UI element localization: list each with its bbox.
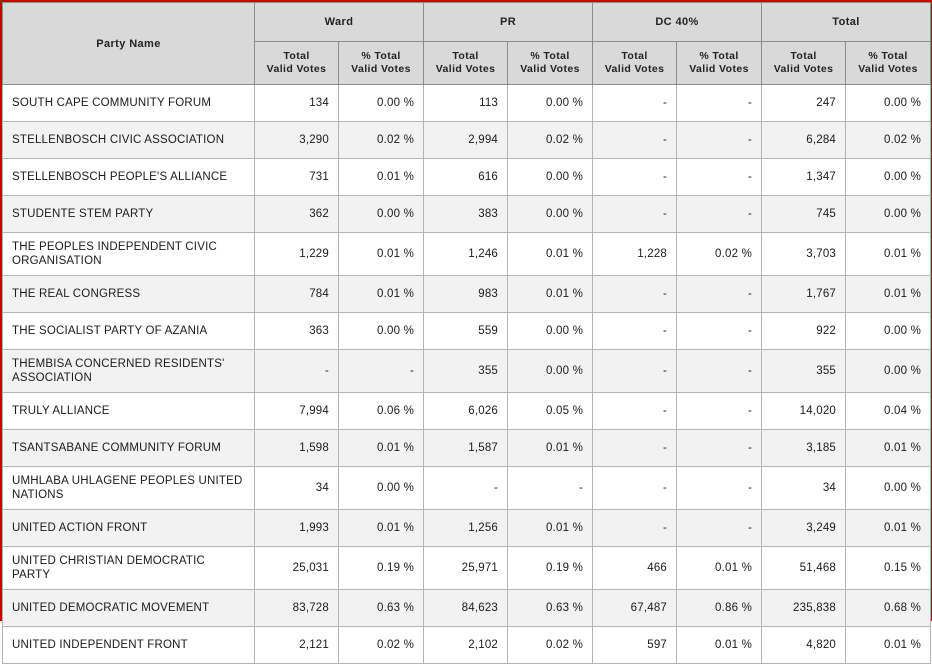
header-group-dc40: DC 40% bbox=[593, 3, 762, 42]
cell-party-name: UNITED INDEPENDENT FRONT bbox=[3, 627, 255, 664]
cell-total-votes: 3,185 bbox=[762, 430, 846, 467]
cell-pr-votes: 2,994 bbox=[424, 122, 508, 159]
cell-party-name: THE PEOPLES INDEPENDENT CIVIC ORGANISATION bbox=[3, 233, 255, 276]
cell-party-name: STUDENTE STEM PARTY bbox=[3, 196, 255, 233]
header-line2: Valid Votes bbox=[773, 63, 834, 75]
cell-total-votes: 34 bbox=[762, 467, 846, 510]
cell-pr-votes: 616 bbox=[424, 159, 508, 196]
cell-pr-votes: 983 bbox=[424, 276, 508, 313]
cell-pr-pct: - bbox=[508, 467, 593, 510]
cell-dc-votes: - bbox=[593, 510, 677, 547]
cell-total-pct: 0.01 % bbox=[846, 627, 931, 664]
cell-dc-pct: - bbox=[677, 467, 762, 510]
cell-dc-pct: - bbox=[677, 350, 762, 393]
cell-ward-votes: 134 bbox=[255, 85, 339, 122]
cell-pr-pct: 0.00 % bbox=[508, 350, 593, 393]
cell-ward-votes: 1,598 bbox=[255, 430, 339, 467]
cell-dc-votes: 1,228 bbox=[593, 233, 677, 276]
header-total-total-valid-votes bbox=[762, 42, 846, 85]
cell-dc-pct: - bbox=[677, 276, 762, 313]
cell-pr-votes: 84,623 bbox=[424, 590, 508, 627]
cell-total-pct: 0.04 % bbox=[846, 393, 931, 430]
header-line2: Valid Votes bbox=[520, 63, 580, 75]
cell-total-pct: 0.01 % bbox=[846, 430, 931, 467]
cell-party-name: STELLENBOSCH CIVIC ASSOCIATION bbox=[3, 122, 255, 159]
cell-pr-votes: 113 bbox=[424, 85, 508, 122]
header-total-pct-valid-votes bbox=[846, 42, 931, 85]
cell-total-pct: 0.00 % bbox=[846, 467, 931, 510]
cell-total-votes: 3,249 bbox=[762, 510, 846, 547]
header-line2: Valid Votes bbox=[604, 63, 665, 75]
header-line1: Total bbox=[621, 50, 648, 62]
header-line1: Total bbox=[790, 50, 817, 62]
cell-total-votes: 235,838 bbox=[762, 590, 846, 627]
cell-ward-votes: 25,031 bbox=[255, 547, 339, 590]
cell-ward-votes: 83,728 bbox=[255, 590, 339, 627]
cell-dc-pct: - bbox=[677, 122, 762, 159]
cell-dc-votes: - bbox=[593, 313, 677, 350]
table-row bbox=[3, 159, 931, 196]
cell-total-pct: 0.00 % bbox=[846, 159, 931, 196]
cell-ward-votes: 784 bbox=[255, 276, 339, 313]
cell-party-name: UMHLABA UHLAGENE PEOPLES UNITED NATIONS bbox=[3, 467, 255, 510]
header-line1: Total bbox=[452, 50, 479, 62]
cell-total-pct: 0.00 % bbox=[846, 350, 931, 393]
cell-pr-votes: 25,971 bbox=[424, 547, 508, 590]
table-row bbox=[3, 85, 931, 122]
table-row bbox=[3, 393, 931, 430]
header-group-ward: Ward bbox=[255, 3, 424, 42]
cell-total-votes: 1,347 bbox=[762, 159, 846, 196]
cell-party-name: STELLENBOSCH PEOPLE'S ALLIANCE bbox=[3, 159, 255, 196]
cell-ward-votes: 3,290 bbox=[255, 122, 339, 159]
cell-pr-votes: 1,587 bbox=[424, 430, 508, 467]
header-line1: % Total bbox=[699, 50, 739, 62]
cell-ward-votes: 7,994 bbox=[255, 393, 339, 430]
header-line2: Valid Votes bbox=[689, 63, 749, 75]
header-party-name: Party Name bbox=[3, 3, 255, 85]
cell-dc-votes: 466 bbox=[593, 547, 677, 590]
cell-total-votes: 247 bbox=[762, 85, 846, 122]
cell-pr-votes: 559 bbox=[424, 313, 508, 350]
cell-party-name: THE SOCIALIST PARTY OF AZANIA bbox=[3, 313, 255, 350]
header-line2: Valid Votes bbox=[435, 63, 496, 75]
cell-dc-votes: - bbox=[593, 196, 677, 233]
cell-ward-pct: 0.00 % bbox=[339, 313, 424, 350]
header-dc40-total-valid-votes bbox=[593, 42, 677, 85]
cell-dc-pct: - bbox=[677, 85, 762, 122]
cell-ward-pct: 0.02 % bbox=[339, 627, 424, 664]
cell-ward-pct: - bbox=[339, 350, 424, 393]
header-line2: Valid Votes bbox=[858, 63, 918, 75]
table-row bbox=[3, 430, 931, 467]
cell-dc-pct: 0.01 % bbox=[677, 627, 762, 664]
header-line1: % Total bbox=[361, 50, 401, 62]
cell-pr-pct: 0.01 % bbox=[508, 510, 593, 547]
cell-ward-pct: 0.01 % bbox=[339, 159, 424, 196]
cell-dc-votes: - bbox=[593, 467, 677, 510]
cell-dc-votes: - bbox=[593, 430, 677, 467]
cell-ward-pct: 0.00 % bbox=[339, 467, 424, 510]
cell-ward-pct: 0.00 % bbox=[339, 85, 424, 122]
cell-pr-pct: 0.00 % bbox=[508, 159, 593, 196]
election-results-table bbox=[2, 2, 931, 664]
table-row bbox=[3, 350, 931, 393]
cell-total-pct: 0.01 % bbox=[846, 510, 931, 547]
header-pr-pct-valid-votes bbox=[508, 42, 593, 85]
cell-party-name: THEMBISA CONCERNED RESIDENTS' ASSOCIATION bbox=[3, 350, 255, 393]
cell-ward-votes: 1,993 bbox=[255, 510, 339, 547]
cell-total-votes: 355 bbox=[762, 350, 846, 393]
cell-party-name: THE REAL CONGRESS bbox=[3, 276, 255, 313]
cell-dc-pct: 0.01 % bbox=[677, 547, 762, 590]
table-row bbox=[3, 547, 931, 590]
cell-pr-votes: 1,256 bbox=[424, 510, 508, 547]
cell-pr-pct: 0.01 % bbox=[508, 233, 593, 276]
header-group-pr: PR bbox=[424, 3, 593, 42]
table-row bbox=[3, 276, 931, 313]
cell-ward-pct: 0.01 % bbox=[339, 510, 424, 547]
cell-dc-votes: 597 bbox=[593, 627, 677, 664]
table-row bbox=[3, 467, 931, 510]
cell-dc-pct: 0.86 % bbox=[677, 590, 762, 627]
header-pr-total-valid-votes bbox=[424, 42, 508, 85]
cell-pr-votes: 383 bbox=[424, 196, 508, 233]
cell-party-name: TRULY ALLIANCE bbox=[3, 393, 255, 430]
cell-ward-votes: 731 bbox=[255, 159, 339, 196]
cell-party-name: TSANTSABANE COMMUNITY FORUM bbox=[3, 430, 255, 467]
cell-ward-votes: 1,229 bbox=[255, 233, 339, 276]
cell-total-pct: 0.01 % bbox=[846, 276, 931, 313]
header-dc40-pct-valid-votes bbox=[677, 42, 762, 85]
cell-dc-pct: - bbox=[677, 313, 762, 350]
cell-total-pct: 0.01 % bbox=[846, 233, 931, 276]
header-ward-total-valid-votes bbox=[255, 42, 339, 85]
header-line1: Total bbox=[283, 50, 310, 62]
cell-party-name: UNITED CHRISTIAN DEMOCRATIC PARTY bbox=[3, 547, 255, 590]
cell-party-name: SOUTH CAPE COMMUNITY FORUM bbox=[3, 85, 255, 122]
cell-ward-pct: 0.01 % bbox=[339, 430, 424, 467]
cell-pr-votes: - bbox=[424, 467, 508, 510]
cell-total-pct: 0.00 % bbox=[846, 313, 931, 350]
cell-dc-pct: - bbox=[677, 393, 762, 430]
table-row bbox=[3, 196, 931, 233]
header-line2: Valid Votes bbox=[351, 63, 411, 75]
cell-dc-pct: - bbox=[677, 196, 762, 233]
header-line1: % Total bbox=[868, 50, 908, 62]
cell-ward-pct: 0.06 % bbox=[339, 393, 424, 430]
cell-ward-pct: 0.01 % bbox=[339, 233, 424, 276]
cell-total-pct: 0.68 % bbox=[846, 590, 931, 627]
cell-dc-votes: 67,487 bbox=[593, 590, 677, 627]
cell-total-votes: 6,284 bbox=[762, 122, 846, 159]
cell-total-votes: 745 bbox=[762, 196, 846, 233]
cell-total-votes: 3,703 bbox=[762, 233, 846, 276]
cell-pr-pct: 0.01 % bbox=[508, 430, 593, 467]
cell-dc-votes: - bbox=[593, 122, 677, 159]
cell-ward-pct: 0.63 % bbox=[339, 590, 424, 627]
cell-pr-pct: 0.02 % bbox=[508, 627, 593, 664]
cell-total-pct: 0.00 % bbox=[846, 85, 931, 122]
header-ward-pct-valid-votes bbox=[339, 42, 424, 85]
cell-party-name: UNITED ACTION FRONT bbox=[3, 510, 255, 547]
cell-pr-pct: 0.00 % bbox=[508, 313, 593, 350]
cell-ward-votes: 2,121 bbox=[255, 627, 339, 664]
table-row bbox=[3, 313, 931, 350]
cell-party-name: UNITED DEMOCRATIC MOVEMENT bbox=[3, 590, 255, 627]
cell-ward-votes: - bbox=[255, 350, 339, 393]
cell-ward-pct: 0.02 % bbox=[339, 122, 424, 159]
cell-pr-votes: 2,102 bbox=[424, 627, 508, 664]
cell-dc-pct: 0.02 % bbox=[677, 233, 762, 276]
cell-dc-votes: - bbox=[593, 393, 677, 430]
table-row bbox=[3, 122, 931, 159]
cell-pr-votes: 355 bbox=[424, 350, 508, 393]
cell-dc-votes: - bbox=[593, 85, 677, 122]
cell-ward-pct: 0.00 % bbox=[339, 196, 424, 233]
cell-pr-pct: 0.01 % bbox=[508, 276, 593, 313]
header-group-row bbox=[3, 3, 931, 42]
cell-dc-pct: - bbox=[677, 159, 762, 196]
cell-ward-votes: 362 bbox=[255, 196, 339, 233]
header-group-total: Total bbox=[762, 3, 931, 42]
cell-ward-votes: 34 bbox=[255, 467, 339, 510]
cell-pr-pct: 0.63 % bbox=[508, 590, 593, 627]
cell-dc-pct: - bbox=[677, 430, 762, 467]
cell-dc-votes: - bbox=[593, 159, 677, 196]
cell-total-votes: 51,468 bbox=[762, 547, 846, 590]
cell-ward-pct: 0.01 % bbox=[339, 276, 424, 313]
table-row bbox=[3, 233, 931, 276]
cell-ward-votes: 363 bbox=[255, 313, 339, 350]
cell-total-votes: 922 bbox=[762, 313, 846, 350]
cell-pr-pct: 0.19 % bbox=[508, 547, 593, 590]
table-row bbox=[3, 590, 931, 627]
cell-ward-pct: 0.19 % bbox=[339, 547, 424, 590]
cell-dc-votes: - bbox=[593, 350, 677, 393]
table-row bbox=[3, 627, 931, 664]
cell-pr-votes: 1,246 bbox=[424, 233, 508, 276]
cell-dc-pct: - bbox=[677, 510, 762, 547]
cell-pr-pct: 0.00 % bbox=[508, 85, 593, 122]
table-header bbox=[3, 3, 931, 85]
cell-total-votes: 14,020 bbox=[762, 393, 846, 430]
cell-pr-pct: 0.05 % bbox=[508, 393, 593, 430]
cell-total-pct: 0.15 % bbox=[846, 547, 931, 590]
table-row bbox=[3, 510, 931, 547]
cell-total-votes: 1,767 bbox=[762, 276, 846, 313]
cell-pr-pct: 0.00 % bbox=[508, 196, 593, 233]
cell-total-pct: 0.02 % bbox=[846, 122, 931, 159]
table-body bbox=[3, 85, 931, 664]
cell-dc-votes: - bbox=[593, 276, 677, 313]
header-line2: Valid Votes bbox=[266, 63, 327, 75]
header-line1: % Total bbox=[530, 50, 570, 62]
cell-total-votes: 4,820 bbox=[762, 627, 846, 664]
cell-total-pct: 0.00 % bbox=[846, 196, 931, 233]
cell-pr-votes: 6,026 bbox=[424, 393, 508, 430]
cell-pr-pct: 0.02 % bbox=[508, 122, 593, 159]
